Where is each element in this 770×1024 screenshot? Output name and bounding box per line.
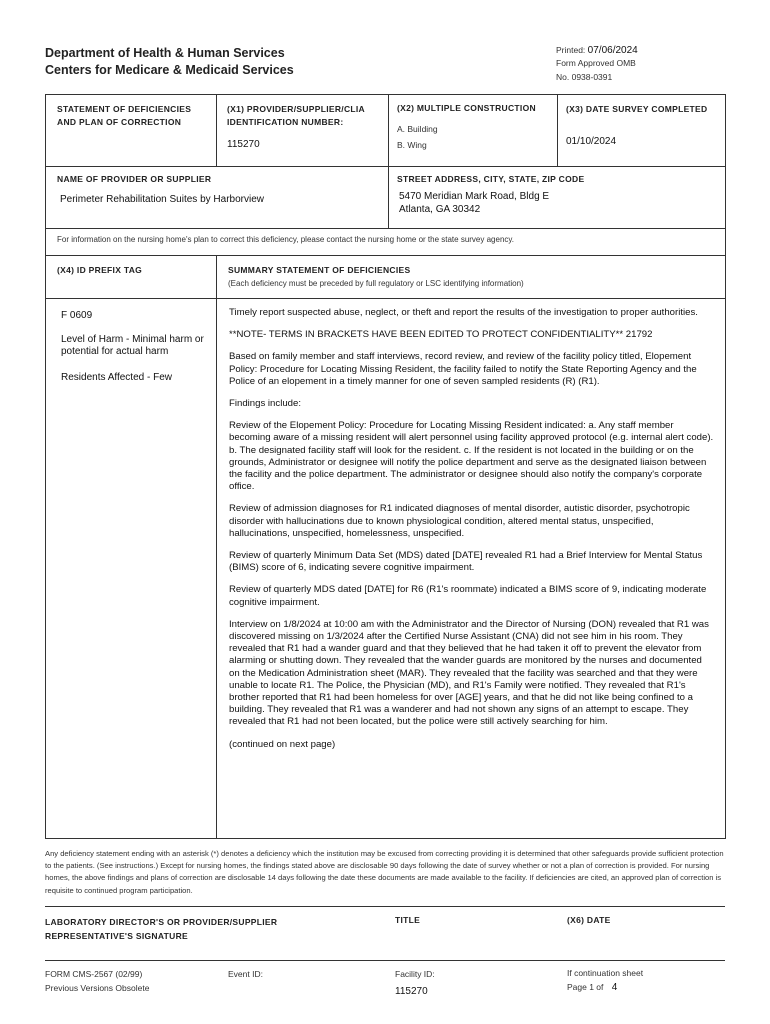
summary-paragraph: Review of admission diagnoses for R1 indicated diagnoses of mental disorder, autistic disorder, psychotropic disorder with hallucinations due to known physiological condition, altered mental status, unspecified, hallucinations, unspecified, homelessness, unspecified. (229, 503, 690, 539)
summary-paragraph: Review of the Elopement Policy: Procedure for Locating Missing Resident indicated: a. Any staff member becoming aware of a missing resident will alert personnel using facility approved protocol (e.g. internal alert code). b. The designated facility staff will look for the resident. c. If the resident is not located in the building or on the grounds, Administrator or designee will notify the police department and serve as the designated liaison between the facility and the police department. The administrator or designee should also notify the company's corporate office. (229, 420, 714, 493)
x2-building: A. Building (397, 124, 438, 134)
street-address-label: STREET ADDRESS, CITY, STATE, ZIP CODE (397, 174, 585, 184)
summary-paragraph: Review of quarterly MDS dated [DATE] for R6 (R1's roommate) indicated a BIMS score of 9, indicating moderate cognitive impairment. (229, 584, 707, 608)
continued-note: (continued on next page) (229, 738, 336, 750)
summary-paragraph: Findings include: (229, 398, 301, 410)
x3-date-survey-value: 01/10/2024 (566, 136, 617, 147)
event-id-label: Event ID: (228, 969, 263, 979)
deficiency-tag: F 0609 (61, 310, 93, 321)
page-total: 4 (611, 982, 618, 993)
signature-label: LABORATORY DIRECTOR'S OR PROVIDER/SUPPLIER REPRESENTATIVE'S SIGNATURE (45, 917, 278, 941)
page-number (567, 982, 617, 993)
street-address-line1: 5470 Meridian Mark Road, Bldg E (399, 191, 550, 202)
x1-provider-id-value: 115270 (227, 139, 260, 150)
form-approved: Form Approved OMB (556, 58, 636, 68)
title-label: TITLE (395, 915, 421, 925)
x1-provider-id-label: (X1) PROVIDER/SUPPLIER/CLIA IDENTIFICATION NUMBER: (227, 104, 365, 127)
footer-disclosure-note: Any deficiency statement ending with an asterisk (*) denotes a deficiency which the institution may be excused from correcting providing it is determined that other safeguards provide sufficient protection to the patients. (See instructions.) Except for nursing homes, the findings stated above are disclosable 90 days following the date of survey whether or not a plan of correction is provided. For nursing homes, the above findings and plans of correction are disclosable 14 days following the date these documents are made available to the facility. If deficiencies are cited, an approved plan of correction is requisite to continued program participation. (45, 849, 724, 895)
level-of-harm: Level of Harm - Minimal harm or potential for actual harm (61, 334, 204, 357)
summary-paragraph: Based on family member and staff interviews, record review, and review of the facility policy titled, Elopement Policy: Procedure for Locating Missing Resident, the facility failed to notify the State Reporting Agency and the Police of an elopement in a timely manner for one of seven sampled residents (R) (R1). (229, 351, 697, 387)
summary-paragraph: Interview on 1/8/2024 at 10:00 am with the Administrator and the Director of Nursing (DON) revealed that R1 was discovered missing on 1/3/2024 after the Certified Nurse Assistant (CNA) did not see him in his room. They revealed that R1 had a wander guard and that they believed that he had taken it off to prevent the elevator from alarming or shutting down. They revealed that the wander guards are monitored by the nurses and documented on the Medication Administration sheet (MAR). They revealed that the facility was searched and that they were unable to locate R1. The Police, the Physician (MD), and R1's Family were notified. They revealed that R1's brother reported that R1 had been homeless for over [AGE] years, and that he did not like being confined to a building. They revealed that R1 was a wanderer and had not shown any signs of an attempt to escape. They revealed that R1 had not been located, but the police were still actively searching for him. (229, 618, 709, 728)
summary-paragraph: Timely report suspected abuse, neglect, or theft and report the results of the investigation to proper authorities. (229, 307, 698, 318)
summary-statement-label: SUMMARY STATEMENT OF DEFICIENCIES (228, 265, 411, 275)
summary-paragraph: **NOTE- TERMS IN BRACKETS HAVE BEEN EDITED TO PROTECT CONFIDENTIALITY** 21792 (229, 329, 653, 341)
page-label: Page 1 of (567, 982, 604, 992)
continuation-sheet-label: If continuation sheet (567, 968, 644, 978)
x2-multiple-construction-label: (X2) MULTIPLE CONSTRUCTION (397, 103, 536, 113)
info-note: For information on the nursing home's plan to correct this deficiency, please contact the nursing home or the state survey agency. (57, 235, 515, 244)
x4-id-prefix-tag-label: (X4) ID PREFIX TAG (57, 265, 143, 275)
printed-label: Printed: (556, 45, 586, 55)
street-address-line2: Atlanta, GA 30342 (399, 204, 481, 215)
facility-id-value: 115270 (395, 986, 428, 997)
summary-body (229, 307, 715, 761)
omb-number: No. 0938-0391 (556, 72, 613, 82)
residents-affected: Residents Affected - Few (61, 372, 172, 383)
agency-name-line2: Centers for Medicare & Medicaid Services (45, 63, 294, 77)
x2-wing: B. Wing (397, 140, 427, 150)
provider-name-value: Perimeter Rehabilitation Suites by Harborview (60, 194, 264, 205)
x3-date-survey-label: (X3) DATE SURVEY COMPLETED (566, 104, 708, 114)
previous-versions: Previous Versions Obsolete (45, 983, 150, 993)
agency-name-line1: Department of Health & Human Services (45, 46, 285, 60)
form-number: FORM CMS-2567 (02/99) (45, 969, 143, 979)
date-label: (X6) DATE (567, 915, 611, 925)
statement-of-deficiencies-label: STATEMENT OF DEFICIENCIES AND PLAN OF CORRECTION (57, 104, 192, 127)
summary-statement-sub: (Each deficiency must be preceded by full regulatory or LSC identifying information) (228, 279, 524, 288)
summary-paragraph: Review of quarterly Minimum Data Set (MDS) dated [DATE] revealed R1 had a Brief Interview for Mental Status (BIMS) score of 6, indicating severe cognitive impairment. (229, 550, 703, 574)
printed-stamp (556, 45, 638, 56)
facility-id-label: Facility ID: (395, 969, 435, 979)
provider-name-label: NAME OF PROVIDER OR SUPPLIER (57, 174, 212, 184)
printed-date: 07/06/2024 (587, 45, 638, 56)
